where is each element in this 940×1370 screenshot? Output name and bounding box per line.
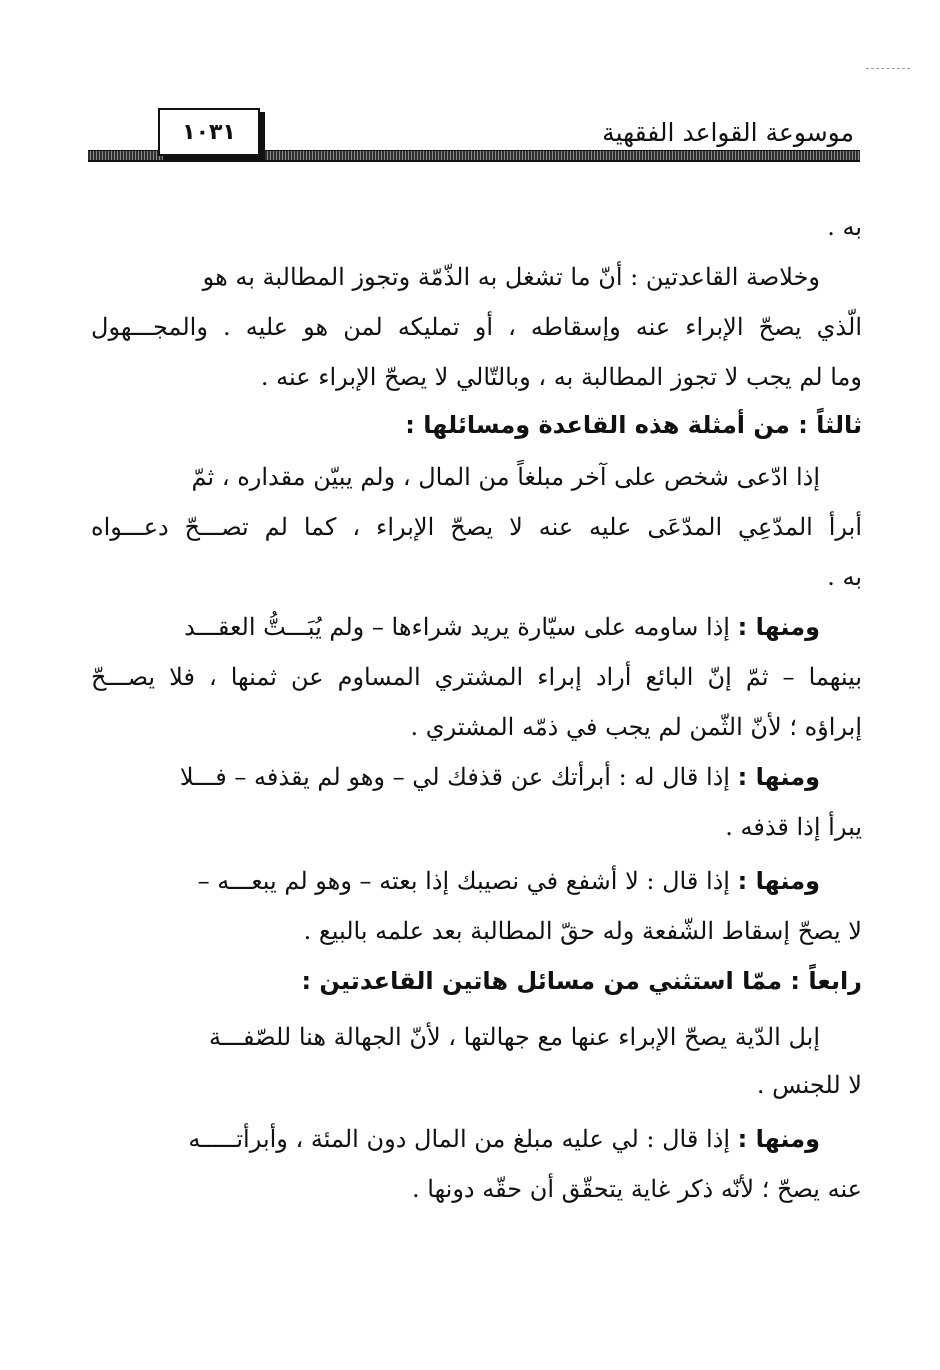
text-line: به . bbox=[827, 563, 862, 591]
paragraph-lead: ومنها : bbox=[737, 763, 820, 791]
text-line: به . bbox=[827, 213, 862, 241]
text-line: يبرأ إذا قذفه . bbox=[725, 813, 862, 841]
running-title: موسوعة القواعد الفقهية bbox=[602, 118, 854, 147]
paragraph-text: إذا قال : لي عليه مبلغ من المال دون المئة ، وأبرأتـــــه bbox=[188, 1125, 738, 1153]
text-line: لا للجنس . bbox=[756, 1071, 862, 1099]
paragraph-text: إذا قال له : أبرأتك عن قذفك لي – وهو لم يقذفه – فـــلا bbox=[179, 763, 738, 791]
text-line bbox=[188, 1120, 820, 1158]
text-line bbox=[184, 608, 820, 646]
text-line: الّذي يصحّ الإبراء عنه وإسقاطه ، أو تمليكه لمن هو عليه . والمجـــهول bbox=[91, 313, 862, 341]
text-line: إذا ادّعى شخص على آخر مبلغاً من المال ، ولم يبيّن مقداره ، ثمّ bbox=[191, 463, 820, 491]
paragraph-text: إذا قال : لا أشفع في نصيبك إذا بعته – وهو لم يبعـــه – bbox=[197, 867, 738, 895]
text-line: لا يصحّ إسقاط الشّفعة وله حقّ المطالبة بعد علمه بالبيع . bbox=[303, 917, 862, 945]
paragraph-text: إذا ساومه على سيّارة يريد شراءها – ولم يُبَـــتُّ العقـــد bbox=[184, 613, 738, 641]
text-line: أبرأ المدّعِي المدّعَى عليه عنه لا يصحّ الإبراء ، كما لم تصـــحّ دعـــواه bbox=[91, 513, 862, 541]
text-line: عنه يصحّ ؛ لأنّه ذكر غاية يتحقّق أن حقّه دونها . bbox=[412, 1175, 862, 1203]
page-number: ١٠٣١ bbox=[182, 119, 236, 145]
text-line: وخلاصة القاعدتين : أنّ ما تشغل به الذّمّة وتجوز المطالبة به هو bbox=[202, 263, 820, 291]
paragraph-lead: ومنها : bbox=[737, 613, 820, 641]
text-line bbox=[198, 862, 820, 900]
page-number-box bbox=[158, 108, 260, 156]
text-line: بينهما – ثمّ إنّ البائع أراد إبراء المشتري المساوم عن ثمنها ، فلا يصـــحّ bbox=[91, 663, 862, 691]
section-heading: ثالثاً : من أمثلة هذه القاعدة ومسائلها : bbox=[405, 411, 862, 439]
text-line: إبل الدّية يصحّ الإبراء عنها مع جهالتها ، لأنّ الجهالة هنا للصّفـــة bbox=[209, 1023, 820, 1051]
paragraph-lead: ومنها : bbox=[737, 867, 820, 895]
paragraph-lead: ومنها : bbox=[737, 1125, 820, 1153]
text-line: وما لم يجب لا تجوز المطالبة به ، وبالتّالي لا يصحّ الإبراء عنه . bbox=[260, 363, 862, 391]
section-heading: رابعاً : ممّا استثني من مسائل هاتين القاعدتين : bbox=[301, 967, 862, 995]
text-line: إبراؤه ؛ لأنّ الثّمن لم يجب في ذمّه المشتري . bbox=[410, 713, 862, 741]
text-line bbox=[180, 758, 820, 796]
